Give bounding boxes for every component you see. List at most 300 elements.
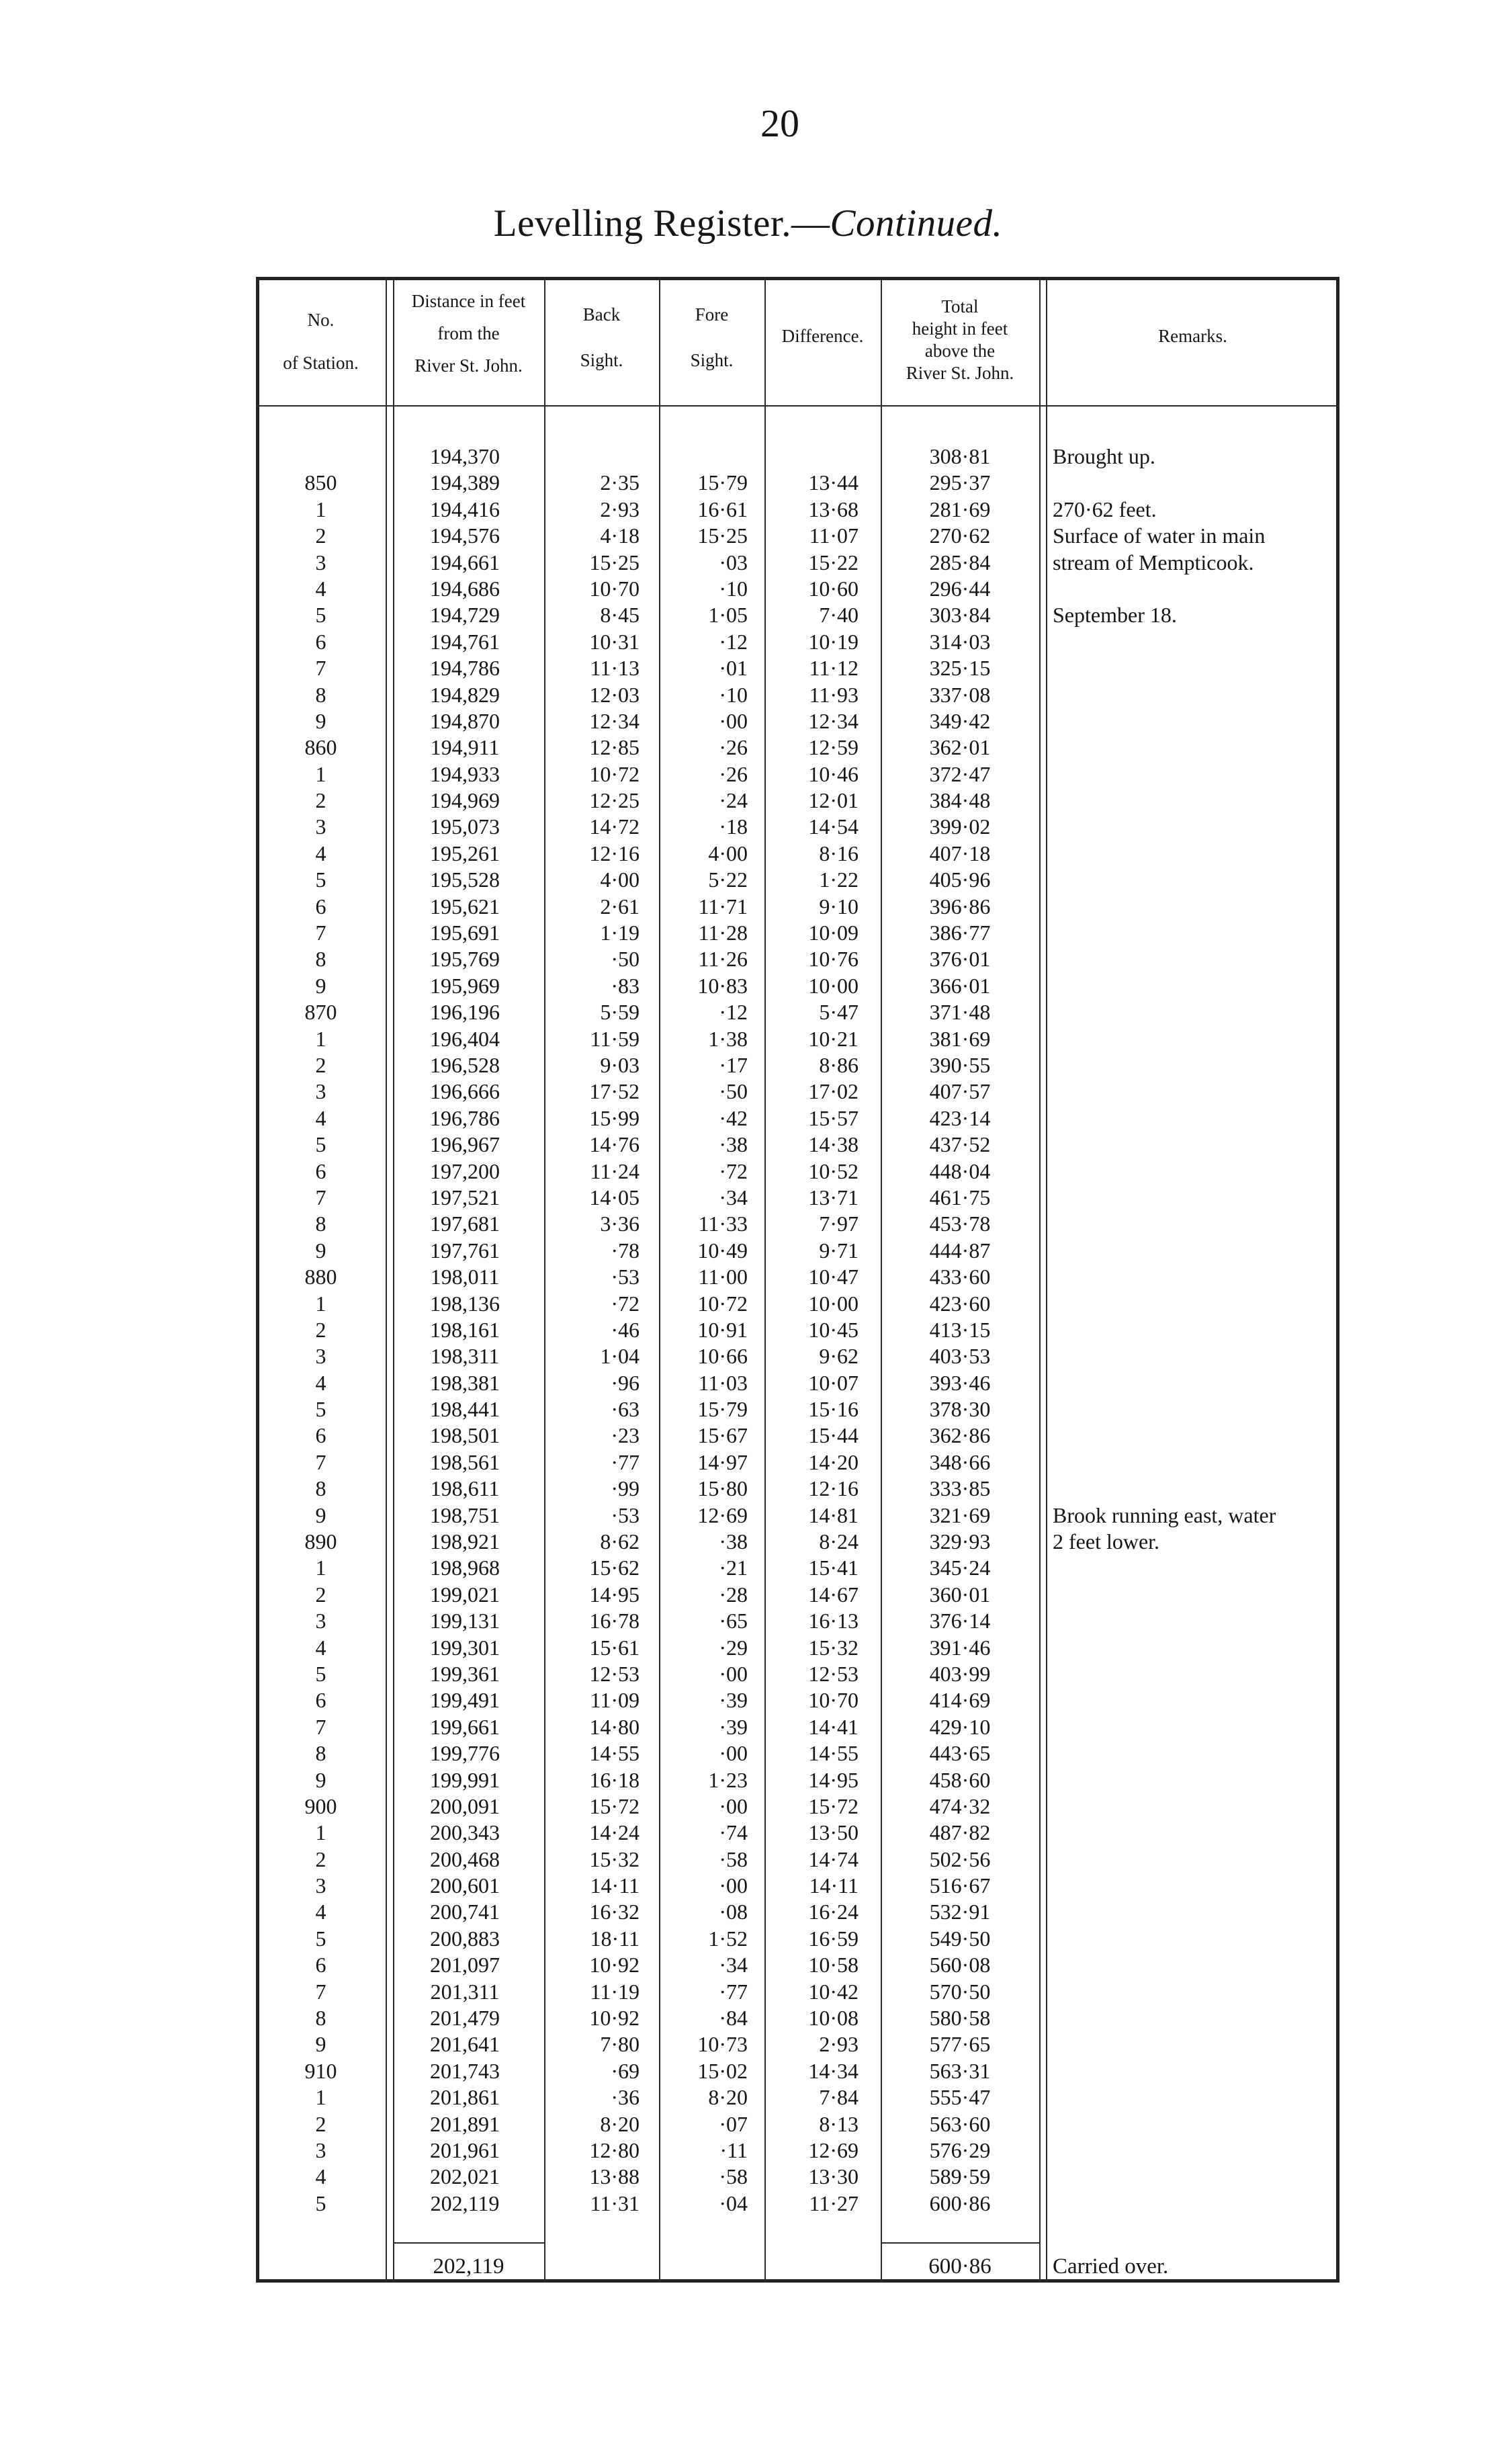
fore-sight-cell: ·29	[719, 1635, 748, 1660]
back-sight-cell: 12·80	[589, 2138, 640, 2162]
station-number: 6	[315, 1158, 326, 1183]
total-height-cell: 453·78	[929, 1212, 991, 1236]
fore-sight-cell: ·04	[719, 2191, 748, 2215]
header-fore-sight: Fore Sight.	[690, 304, 734, 370]
fore-sight-cell: 10·73	[697, 2032, 748, 2057]
fore-sight-cell: ·58	[719, 2164, 748, 2189]
total-height-cell: 391·46	[929, 1635, 991, 1660]
station-number: 5	[315, 1132, 326, 1157]
distance-cell: 199,991	[430, 1767, 500, 1792]
distance-cell: 195,073	[430, 814, 500, 839]
back-sight-cell: 15·61	[589, 1635, 640, 1660]
difference-cell: 11·93	[809, 682, 859, 707]
difference-cell: 16·13	[808, 1609, 859, 1633]
fore-sight-cell: 15·67	[697, 1423, 748, 1448]
total-height-cell: 348·66	[929, 1449, 991, 1474]
total-height-cell: 285·84	[929, 550, 991, 575]
table-row	[0, 973, 1496, 999]
difference-cell: 14·11	[809, 1873, 859, 1898]
distance-cell: 195,691	[430, 921, 500, 945]
total-height-cell: 437·52	[929, 1132, 991, 1157]
back-sight-cell: 12·85	[589, 735, 640, 760]
distance-cell: 197,521	[430, 1185, 500, 1209]
fore-sight-cell: ·24	[719, 788, 748, 813]
total-height-cell: 372·47	[929, 761, 991, 786]
table-row	[0, 814, 1496, 840]
table-row	[0, 920, 1496, 946]
total-height-cell: 423·60	[929, 1291, 991, 1316]
distance-cell: 194,686	[430, 576, 500, 601]
back-sight-cell: ·72	[611, 1291, 640, 1316]
distance-cell: 198,751	[430, 1502, 500, 1527]
total-height-cell: 407·57	[929, 1079, 991, 1104]
difference-cell: 13·50	[808, 1820, 859, 1845]
difference-cell: 14·95	[808, 1767, 859, 1792]
difference-cell: 8·16	[819, 841, 859, 865]
remarks-cell: Brook running east, water	[1053, 1502, 1276, 1527]
table-row	[0, 629, 1496, 655]
total-height-cell: 407·18	[929, 841, 991, 865]
table-row	[0, 1687, 1496, 1713]
back-sight-cell: 15·32	[589, 1846, 640, 1871]
station-number: 2	[315, 2111, 326, 2136]
difference-cell: 10·58	[808, 1953, 859, 1978]
station-number: 5	[315, 2191, 326, 2215]
header-rule	[256, 405, 1339, 407]
difference-cell: 14·74	[808, 1846, 859, 1871]
fore-sight-cell: 10·83	[697, 973, 748, 998]
table-row	[0, 1238, 1496, 1264]
distance-cell: 198,968	[430, 1556, 500, 1580]
station-number: 1	[315, 497, 326, 521]
fore-sight-cell: ·12	[719, 629, 748, 654]
distance-cell: 198,441	[430, 1397, 500, 1422]
station-number: 6	[315, 1688, 326, 1713]
difference-cell: 2·93	[819, 2032, 859, 2057]
table-row	[0, 1026, 1496, 1052]
header-distance: Distance in feet from the River St. John.	[411, 291, 526, 376]
station-number: 1	[315, 2085, 326, 2110]
difference-cell: 10·09	[808, 921, 859, 945]
total-height-cell: 448·04	[929, 1158, 991, 1183]
table-row	[0, 946, 1496, 972]
table-row	[0, 1158, 1496, 1185]
distance-cell: 202,021	[430, 2164, 500, 2189]
total-height-cell: 423·14	[929, 1105, 991, 1130]
back-sight-cell: 12·25	[589, 788, 640, 813]
distance-cell: 195,969	[430, 973, 500, 998]
distance-cell: 199,301	[430, 1635, 500, 1660]
back-sight-cell: ·46	[611, 1317, 640, 1342]
difference-cell: 15·22	[808, 550, 859, 575]
back-sight-cell: 2·61	[600, 894, 640, 919]
table-row	[0, 788, 1496, 814]
difference-cell: 13·68	[808, 497, 859, 521]
back-sight-cell: 12·34	[589, 708, 640, 733]
total-height-cell: 580·58	[929, 2006, 991, 2031]
total-height-cell: 362·01	[929, 735, 991, 760]
fore-sight-cell: 1·52	[708, 1926, 748, 1951]
fore-sight-cell: ·26	[719, 735, 748, 760]
back-sight-cell: ·53	[611, 1265, 640, 1289]
back-sight-cell: ·63	[611, 1397, 640, 1422]
station-number: 9	[315, 2032, 326, 2057]
difference-cell: 11·27	[809, 2191, 859, 2215]
total-height-cell: 433·60	[929, 1265, 991, 1289]
footer-remark: Carried over.	[1053, 2254, 1169, 2279]
station-number: 850	[304, 470, 337, 495]
distance-cell: 194,576	[430, 523, 500, 548]
station-number: 4	[315, 1105, 326, 1130]
table-row	[0, 1767, 1496, 1793]
difference-cell: 8·24	[819, 1529, 859, 1554]
sum-rule	[393, 2242, 544, 2244]
fore-sight-cell: ·39	[719, 1714, 748, 1739]
station-number: 7	[315, 656, 326, 681]
station-number: 870	[304, 1000, 337, 1025]
back-sight-cell: ·69	[611, 2058, 640, 2083]
back-sight-cell: 8·20	[600, 2111, 640, 2136]
back-sight-cell: 15·62	[589, 1556, 640, 1580]
back-sight-cell: ·78	[611, 1238, 640, 1263]
difference-cell: 10·07	[808, 1370, 859, 1395]
distance-cell: 196,967	[430, 1132, 500, 1157]
distance-cell: 198,161	[430, 1317, 500, 1342]
fore-sight-cell: ·38	[719, 1132, 748, 1157]
station-number: 8	[315, 1741, 326, 1766]
difference-cell: 12·53	[808, 1661, 859, 1686]
distance-cell: 198,611	[430, 1476, 500, 1501]
table-row	[0, 894, 1496, 920]
fore-sight-cell: 10·49	[697, 1238, 748, 1263]
station-number: 1	[315, 1556, 326, 1580]
remarks-cell: September 18.	[1053, 603, 1177, 628]
difference-cell: 8·86	[819, 1052, 859, 1077]
fore-sight-cell: ·11	[719, 2138, 748, 2162]
table-row	[0, 1952, 1496, 1978]
fore-sight-cell: 4·00	[708, 841, 748, 865]
back-sight-cell: 10·92	[589, 1953, 640, 1978]
difference-cell: 14·54	[808, 814, 859, 839]
table-row	[0, 1052, 1496, 1078]
remarks-cell: Surface of water in main	[1053, 523, 1266, 548]
table-row	[0, 1211, 1496, 1237]
total-height-cell: 390·55	[929, 1052, 991, 1077]
difference-cell: 14·34	[808, 2058, 859, 2083]
back-sight-cell: 4·00	[600, 867, 640, 892]
table-row	[0, 1317, 1496, 1343]
back-sight-cell: 12·53	[589, 1661, 640, 1686]
station-number: 8	[315, 1212, 326, 1236]
total-height-cell: 371·48	[929, 1000, 991, 1025]
back-sight-cell: 7·80	[600, 2032, 640, 2057]
levelling-rows	[0, 443, 1496, 2217]
table-row	[0, 1926, 1496, 1952]
distance-cell: 194,661	[430, 550, 500, 575]
fore-sight-cell: ·08	[719, 1900, 748, 1924]
fore-sight-cell: 10·91	[697, 1317, 748, 1342]
fore-sight-cell: ·00	[719, 708, 748, 733]
station-number: 5	[315, 1926, 326, 1951]
back-sight-cell: 14·11	[590, 1873, 640, 1898]
station-number: 2	[315, 1317, 326, 1342]
table-row	[0, 1846, 1496, 1873]
distance-cell: 201,311	[430, 1979, 500, 2004]
fore-sight-cell: ·18	[719, 814, 748, 839]
fore-sight-cell: ·84	[719, 2006, 748, 2031]
total-height-cell: 563·60	[929, 2111, 991, 2136]
total-height-cell: 414·69	[929, 1688, 991, 1713]
fore-sight-cell: ·12	[719, 1000, 748, 1025]
total-height-cell: 474·32	[929, 1793, 991, 1818]
distance-cell: 198,501	[430, 1423, 500, 1448]
header-remarks: Remarks.	[1158, 326, 1227, 346]
back-sight-cell: 11·09	[590, 1688, 640, 1713]
station-number: 860	[304, 735, 337, 760]
footer-total: 600·86	[928, 2254, 992, 2279]
total-height-cell: 487·82	[929, 1820, 991, 1845]
distance-cell: 197,761	[430, 1238, 500, 1263]
table-row	[0, 1502, 1496, 1529]
fore-sight-cell: 15·79	[697, 470, 748, 495]
station-number: 4	[315, 1635, 326, 1660]
difference-cell: 14·38	[808, 1132, 859, 1157]
distance-cell: 198,921	[430, 1529, 500, 1554]
station-number: 1	[315, 761, 326, 786]
back-sight-cell: 8·45	[600, 603, 640, 628]
distance-cell: 196,666	[430, 1079, 500, 1104]
table-row	[0, 2058, 1496, 2084]
table-row	[0, 576, 1496, 602]
total-height-cell: 329·93	[929, 1529, 991, 1554]
difference-cell: 7·40	[819, 603, 859, 628]
table-row	[0, 2137, 1496, 2164]
difference-cell: 10·76	[808, 947, 859, 972]
total-height-cell: 349·42	[929, 708, 991, 733]
fore-sight-cell: ·00	[719, 1661, 748, 1686]
table-row	[0, 2005, 1496, 2031]
total-height-cell: 384·48	[929, 788, 991, 813]
fore-sight-cell: ·34	[719, 1953, 748, 1978]
total-height-cell: 333·85	[929, 1476, 991, 1501]
distance-cell: 194,761	[430, 629, 500, 654]
table-row	[0, 1582, 1496, 1608]
difference-cell: 14·67	[808, 1582, 859, 1607]
total-height-cell: 502·56	[929, 1846, 991, 1871]
total-height-cell: 295·37	[929, 470, 991, 495]
back-sight-cell: 10·92	[589, 2006, 640, 2031]
back-sight-cell: 11·13	[590, 656, 640, 681]
total-height-cell: 403·53	[929, 1344, 991, 1369]
back-sight-cell: 14·05	[589, 1185, 640, 1209]
distance-cell: 194,870	[430, 708, 500, 733]
table-row	[0, 682, 1496, 708]
difference-cell: 13·71	[808, 1185, 859, 1209]
distance-cell: 198,561	[430, 1449, 500, 1474]
station-number: 3	[315, 1609, 326, 1633]
total-height-cell: 378·30	[929, 1397, 991, 1422]
difference-cell: 10·00	[808, 973, 859, 998]
table-row	[0, 1635, 1496, 1661]
fore-sight-cell: 1·05	[708, 603, 748, 628]
distance-cell: 200,601	[430, 1873, 500, 1898]
difference-cell: 10·52	[808, 1158, 859, 1183]
table-row	[0, 2164, 1496, 2190]
total-height-cell: 516·67	[929, 1873, 991, 1898]
back-sight-cell: 14·72	[589, 814, 640, 839]
back-sight-cell: 12·03	[589, 682, 640, 707]
total-height-cell: 555·47	[929, 2085, 991, 2110]
station-number: 1	[315, 1291, 326, 1316]
fore-sight-cell: 16·61	[697, 497, 748, 521]
page-title-main: Levelling Register.—	[493, 202, 830, 245]
fore-sight-cell: ·65	[719, 1609, 748, 1633]
total-height-cell: 461·75	[929, 1185, 991, 1209]
station-number: 2	[315, 788, 326, 813]
total-height-cell: 413·15	[929, 1317, 991, 1342]
distance-cell: 194,911	[430, 735, 500, 760]
fore-sight-cell: 15·79	[697, 1397, 748, 1422]
distance-cell: 194,933	[430, 761, 500, 786]
table-row	[0, 1343, 1496, 1369]
station-number: 1	[315, 1026, 326, 1051]
fore-sight-cell: ·10	[719, 576, 748, 601]
station-number: 900	[304, 1793, 337, 1818]
distance-cell: 194,370	[430, 444, 500, 468]
difference-cell: 10·42	[808, 1979, 859, 2004]
station-number: 3	[315, 1873, 326, 1898]
station-number: 6	[315, 1953, 326, 1978]
distance-cell: 199,021	[430, 1582, 500, 1607]
difference-cell: 10·46	[808, 761, 859, 786]
fore-sight-cell: ·21	[719, 1556, 748, 1580]
remarks-cell: 2 feet lower.	[1053, 1529, 1160, 1554]
fore-sight-cell: 1·23	[708, 1767, 748, 1792]
back-sight-cell: 14·55	[589, 1741, 640, 1766]
fore-sight-cell: ·00	[719, 1793, 748, 1818]
back-sight-cell: 15·72	[589, 1793, 640, 1818]
fore-sight-cell: 11·26	[698, 947, 748, 972]
header-total-height: Total height in feet above the River St. John.	[906, 296, 1014, 383]
back-sight-cell: 15·25	[589, 550, 640, 575]
distance-cell: 201,097	[430, 1953, 500, 1978]
station-number: 9	[315, 1238, 326, 1263]
station-number: 7	[315, 921, 326, 945]
difference-cell: 15·44	[808, 1423, 859, 1448]
station-number: 2	[315, 1582, 326, 1607]
back-sight-cell: 5·59	[600, 1000, 640, 1025]
difference-cell: 9·71	[819, 1238, 859, 1263]
table-row	[0, 2191, 1496, 2217]
distance-cell: 194,829	[430, 682, 500, 707]
station-number: 2	[315, 1052, 326, 1077]
back-sight-cell: 11·24	[590, 1158, 640, 1183]
table-row	[0, 2031, 1496, 2057]
back-sight-cell: ·36	[611, 2085, 640, 2110]
back-sight-cell: 16·32	[589, 1900, 640, 1924]
fore-sight-cell: ·77	[719, 1979, 748, 2004]
table-row	[0, 1873, 1496, 1899]
difference-cell: 10·19	[808, 629, 859, 654]
total-height-cell: 549·50	[929, 1926, 991, 1951]
total-height-cell: 403·99	[929, 1661, 991, 1686]
header-station: No. of Station.	[283, 310, 359, 373]
total-height-cell: 405·96	[929, 867, 991, 892]
table-row	[0, 1661, 1496, 1687]
fore-sight-cell: 11·71	[698, 894, 748, 919]
fore-sight-cell: 11·03	[698, 1370, 748, 1395]
total-height-cell: 570·50	[929, 1979, 991, 2004]
back-sight-cell: ·23	[611, 1423, 640, 1448]
distance-cell: 194,969	[430, 788, 500, 813]
distance-cell: 198,011	[430, 1265, 500, 1289]
back-sight-cell: ·83	[611, 973, 640, 998]
sum-rule	[881, 2242, 1039, 2244]
distance-cell: 195,528	[430, 867, 500, 892]
table-row	[0, 708, 1496, 734]
table-row	[0, 1105, 1496, 1132]
difference-cell: 13·44	[808, 470, 859, 495]
fore-sight-cell: ·26	[719, 761, 748, 786]
table-row	[0, 1820, 1496, 1846]
station-number: 4	[315, 576, 326, 601]
station-number: 4	[315, 1370, 326, 1395]
fore-sight-cell: 11·33	[698, 1212, 748, 1236]
table-row	[0, 1608, 1496, 1634]
difference-cell: 14·81	[808, 1502, 859, 1527]
total-height-cell: 345·24	[929, 1556, 991, 1580]
back-sight-cell: ·96	[611, 1370, 640, 1395]
table-row	[0, 1899, 1496, 1925]
total-height-cell: 458·60	[929, 1767, 991, 1792]
station-number: 5	[315, 1397, 326, 1422]
distance-cell: 196,404	[430, 1026, 500, 1051]
table-row	[0, 1529, 1496, 1555]
fore-sight-cell: ·28	[719, 1582, 748, 1607]
distance-cell: 198,136	[430, 1291, 500, 1316]
distance-cell: 201,961	[430, 2138, 500, 2162]
table-row	[0, 1370, 1496, 1396]
fore-sight-cell: ·58	[719, 1846, 748, 1871]
distance-cell: 201,861	[430, 2085, 500, 2110]
page-title	[0, 202, 1496, 245]
difference-cell: 14·20	[808, 1449, 859, 1474]
table-row	[0, 1396, 1496, 1422]
difference-cell: 15·72	[808, 1793, 859, 1818]
station-number: 8	[315, 1476, 326, 1501]
table-row	[0, 1979, 1496, 2005]
fore-sight-cell: 15·80	[697, 1476, 748, 1501]
header-difference: Difference.	[781, 326, 864, 346]
station-number: 3	[315, 1344, 326, 1369]
difference-cell: 8·13	[819, 2111, 859, 2136]
table-row	[0, 867, 1496, 893]
table-row	[0, 1132, 1496, 1158]
fore-sight-cell: 11·28	[698, 921, 748, 945]
distance-cell: 201,641	[430, 2032, 500, 2057]
station-number: 5	[315, 603, 326, 628]
fore-sight-cell: 11·00	[698, 1265, 748, 1289]
back-sight-cell: 12·16	[589, 841, 640, 865]
difference-cell: 12·69	[808, 2138, 859, 2162]
table-row	[0, 1422, 1496, 1449]
total-height-cell: 589·59	[929, 2164, 991, 2189]
station-number: 4	[315, 2164, 326, 2189]
difference-cell: 12·01	[808, 788, 859, 813]
total-height-cell: 443·65	[929, 1741, 991, 1766]
fore-sight-cell: 5·22	[708, 867, 748, 892]
total-height-cell: 281·69	[929, 497, 991, 521]
